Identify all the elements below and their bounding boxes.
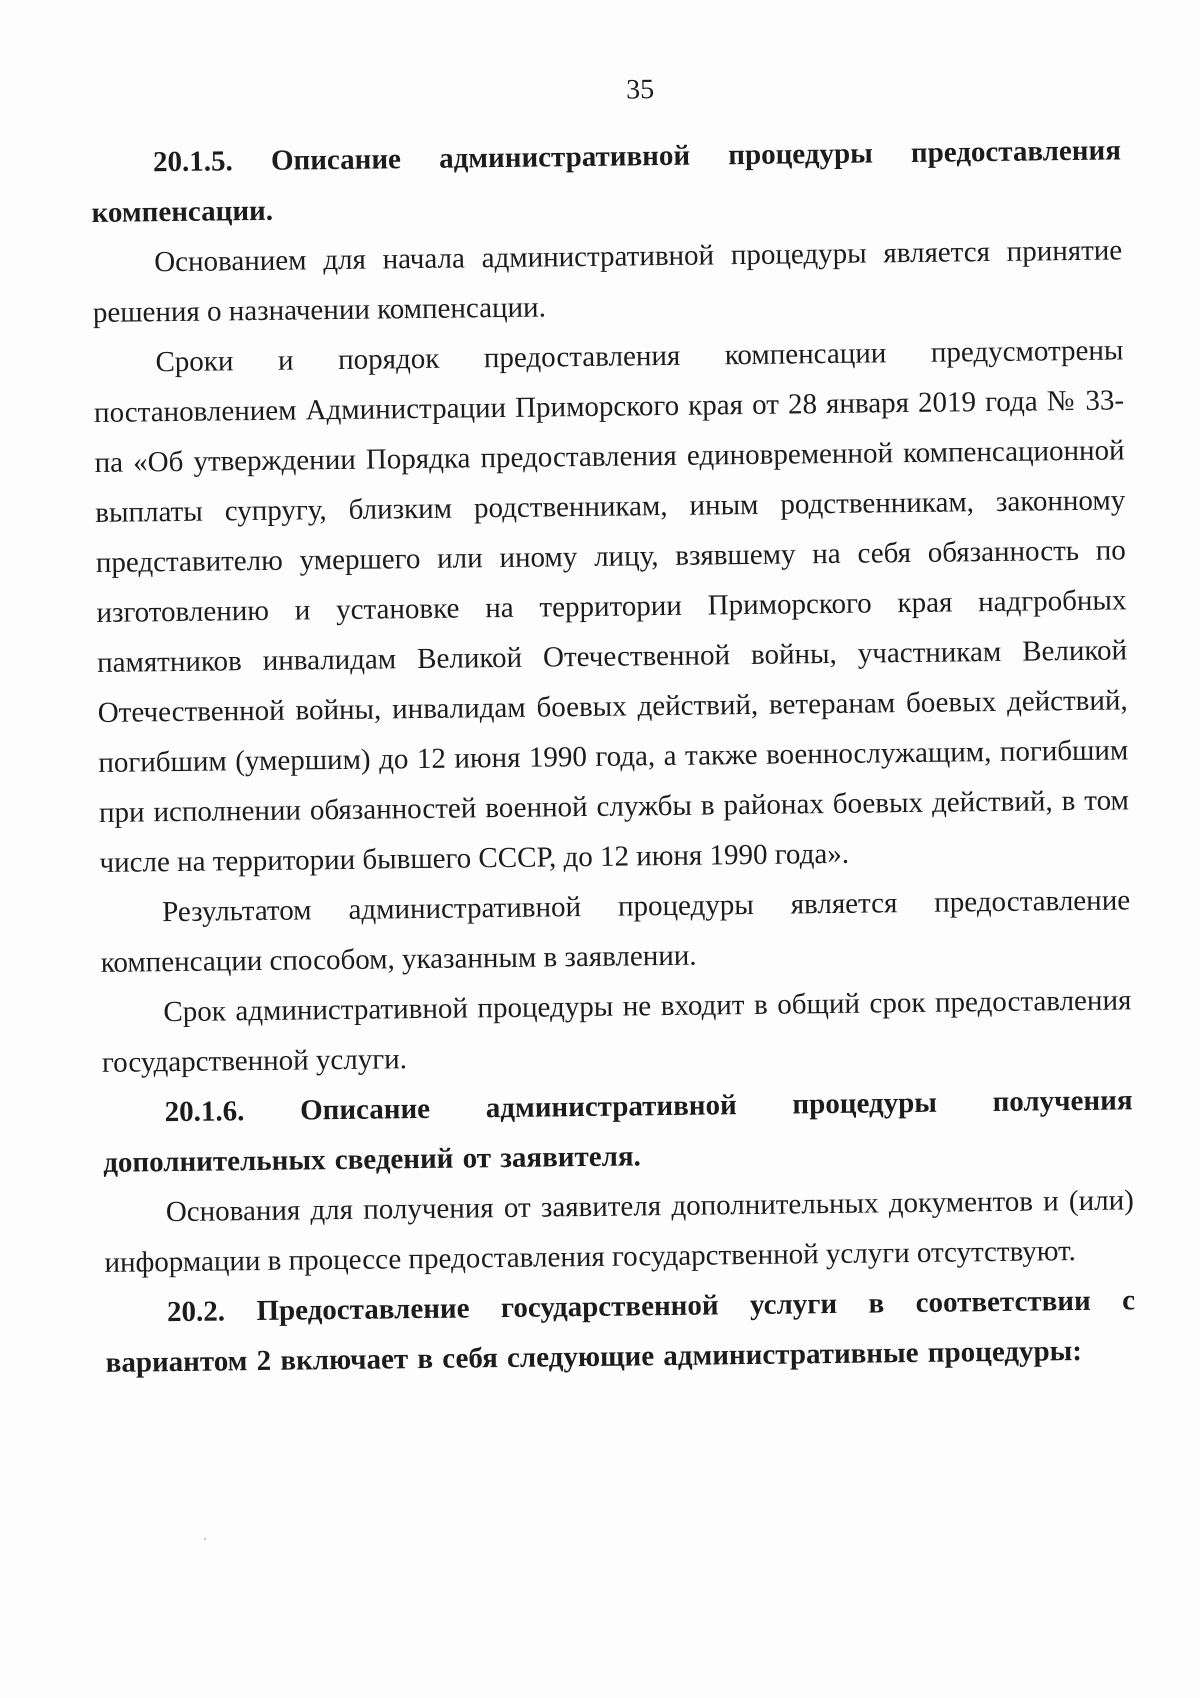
- heading-20-2: 20.2. Предоставление государственной услуги в соответствии с вариантом 2 включает в себя следующие административные процедуры:: [105, 1284, 1136, 1379]
- page-content: [90, 67, 1136, 1387]
- paragraph-basis: Основанием для начала административной процедуры является принятие решения о назначении компенсации.: [92, 234, 1123, 329]
- paragraph-additional-info: Основания для получения от заявителя дополнительных документов и (или) информации в процессе предоставления государственной услуги отсутствуют.: [104, 1184, 1134, 1279]
- paragraph-deadline: Срок административной процедуры не входит в общий срок предоставления государственной услуги.: [101, 984, 1132, 1079]
- scan-artifact: [204, 1538, 206, 1540]
- paragraph-terms: Сроки и порядок предоставления компенсации предусмотрены постановлением Администрации Приморского края от 28 января 2019 года № 33-па «Об утверждении Порядка предоставления единовременной компенсационной выплаты супругу, близким родственникам, иным родственникам, законному представителю умершего или иному лицу, взявшему на себя обязанность по изготовлению и установке на территории Приморского края надгробных памятников инвалидам Великой Отечественной войны, участникам Великой Отечественной войны, инвалидам боевых действий, ветеранам боевых действий, погибшим (умершим) до 12 июня 1990 года, а также военнослужащим, погибшим при исполнении обязанностей военной службы в районах боевых действий, в том числе на территории бывшего СССР, до 12 июня 1990 года».: [93, 334, 1130, 879]
- heading-20-1-5: 20.1.5. Описание административной процедуры предоставления компенсации.: [91, 134, 1122, 229]
- heading-20-1-6: 20.1.6. Описание административной процедуры получения дополнительных сведений от заявителя.: [103, 1084, 1133, 1179]
- paragraph-result: Результатом административной процедуры является предоставление компенсации способом, указанным в заявлении.: [100, 884, 1131, 979]
- page-number: 35: [625, 74, 655, 106]
